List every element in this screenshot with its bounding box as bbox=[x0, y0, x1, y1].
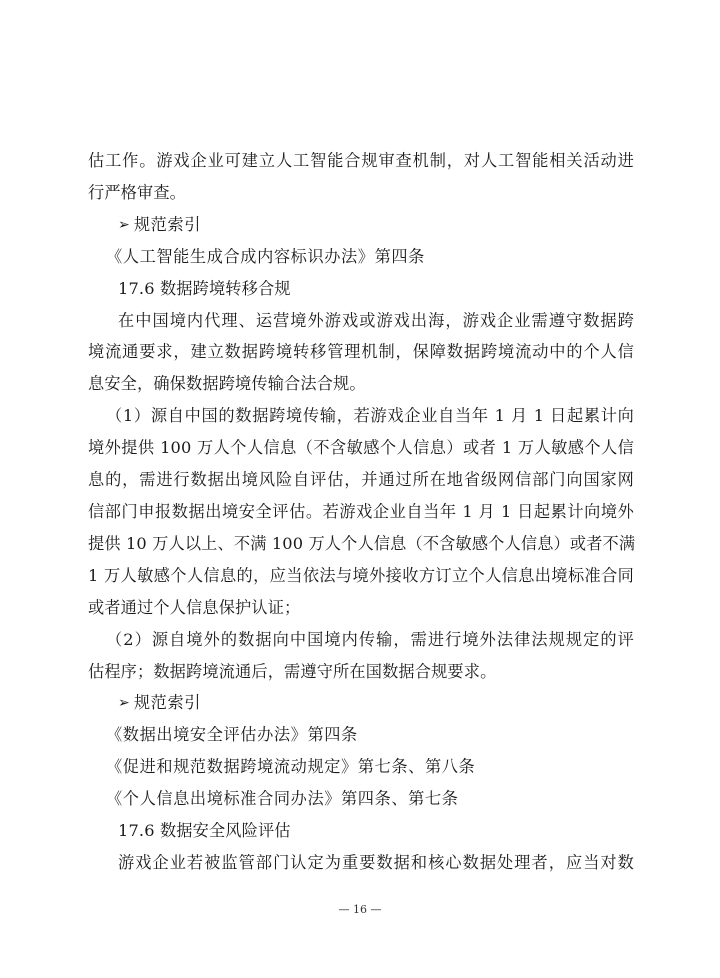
paragraph-line: （1）源自中国的数据跨境传输，若游戏企业自当年 1 月 1 日起累计向 bbox=[106, 406, 634, 425]
reference-item: 《促进和规范数据跨境流动规定》第七条、第八条 bbox=[106, 757, 476, 776]
paragraph-line: 估工作。游戏企业可建立人工智能合规审查机制，对人工智能相关活动进 bbox=[88, 151, 634, 170]
paragraph-line: 在中国境内代理、运营境外游戏或游戏出海，游戏企业需遵守数据跨 bbox=[118, 311, 634, 330]
paragraph-line: 信部门申报数据出境安全评估。若游戏企业自当年 1 月 1 日起累计向境外 bbox=[88, 502, 634, 521]
paragraph-line: 或者通过个人信息保护认证； bbox=[88, 598, 301, 617]
reference-heading-label: 规范索引 bbox=[133, 215, 202, 234]
reference-heading bbox=[118, 215, 201, 236]
paragraph-line: 境外提供 100 万人个人信息（不含敏感个人信息）或者 1 万人敏感个人信 bbox=[88, 438, 634, 457]
page-number: — 16 — bbox=[338, 903, 382, 916]
paragraph-line: 行严格审查。 bbox=[88, 183, 187, 202]
paragraph-line: 提供 10 万人以上、不满 100 万人个人信息（不含敏感个人信息）或者不满 bbox=[88, 534, 636, 553]
arrow-bullet-icon: ➢ bbox=[118, 217, 130, 233]
reference-item: 《人工智能生成合成内容标识办法》第四条 bbox=[106, 247, 425, 266]
reference-item: 《个人信息出境标准合同办法》第四条、第七条 bbox=[106, 789, 459, 808]
reference-heading bbox=[118, 693, 201, 714]
paragraph-line: 1 万人敏感个人信息的，应当依法与境外接收方订立个人信息出境标准合同 bbox=[88, 566, 634, 585]
section-heading: 17.6 数据安全风险评估 bbox=[118, 821, 291, 840]
paragraph-line: 息的，需进行数据出境风险自评估，并通过所在地省级网信部门向国家网 bbox=[88, 470, 634, 489]
section-heading: 17.6 数据跨境转移合规 bbox=[118, 279, 291, 298]
reference-item: 《数据出境安全评估办法》第四条 bbox=[106, 725, 358, 744]
paragraph-line: 息安全，确保数据跨境传输合法合规。 bbox=[88, 374, 366, 393]
arrow-bullet-icon: ➢ bbox=[118, 695, 130, 711]
paragraph-line: 境流通要求，建立数据跨境转移管理机制，保障数据跨境流动中的个人信 bbox=[88, 342, 634, 361]
reference-heading-label: 规范索引 bbox=[133, 693, 202, 712]
paragraph-line: （2）源自境外的数据向中国境内传输，需进行境外法律法规规定的评 bbox=[106, 630, 634, 649]
paragraph-line: 游戏企业若被监管部门认定为重要数据和核心数据处理者，应当对数 bbox=[118, 853, 634, 872]
paragraph-line: 估程序；数据跨境流通后，需遵守所在国数据合规要求。 bbox=[88, 662, 497, 681]
